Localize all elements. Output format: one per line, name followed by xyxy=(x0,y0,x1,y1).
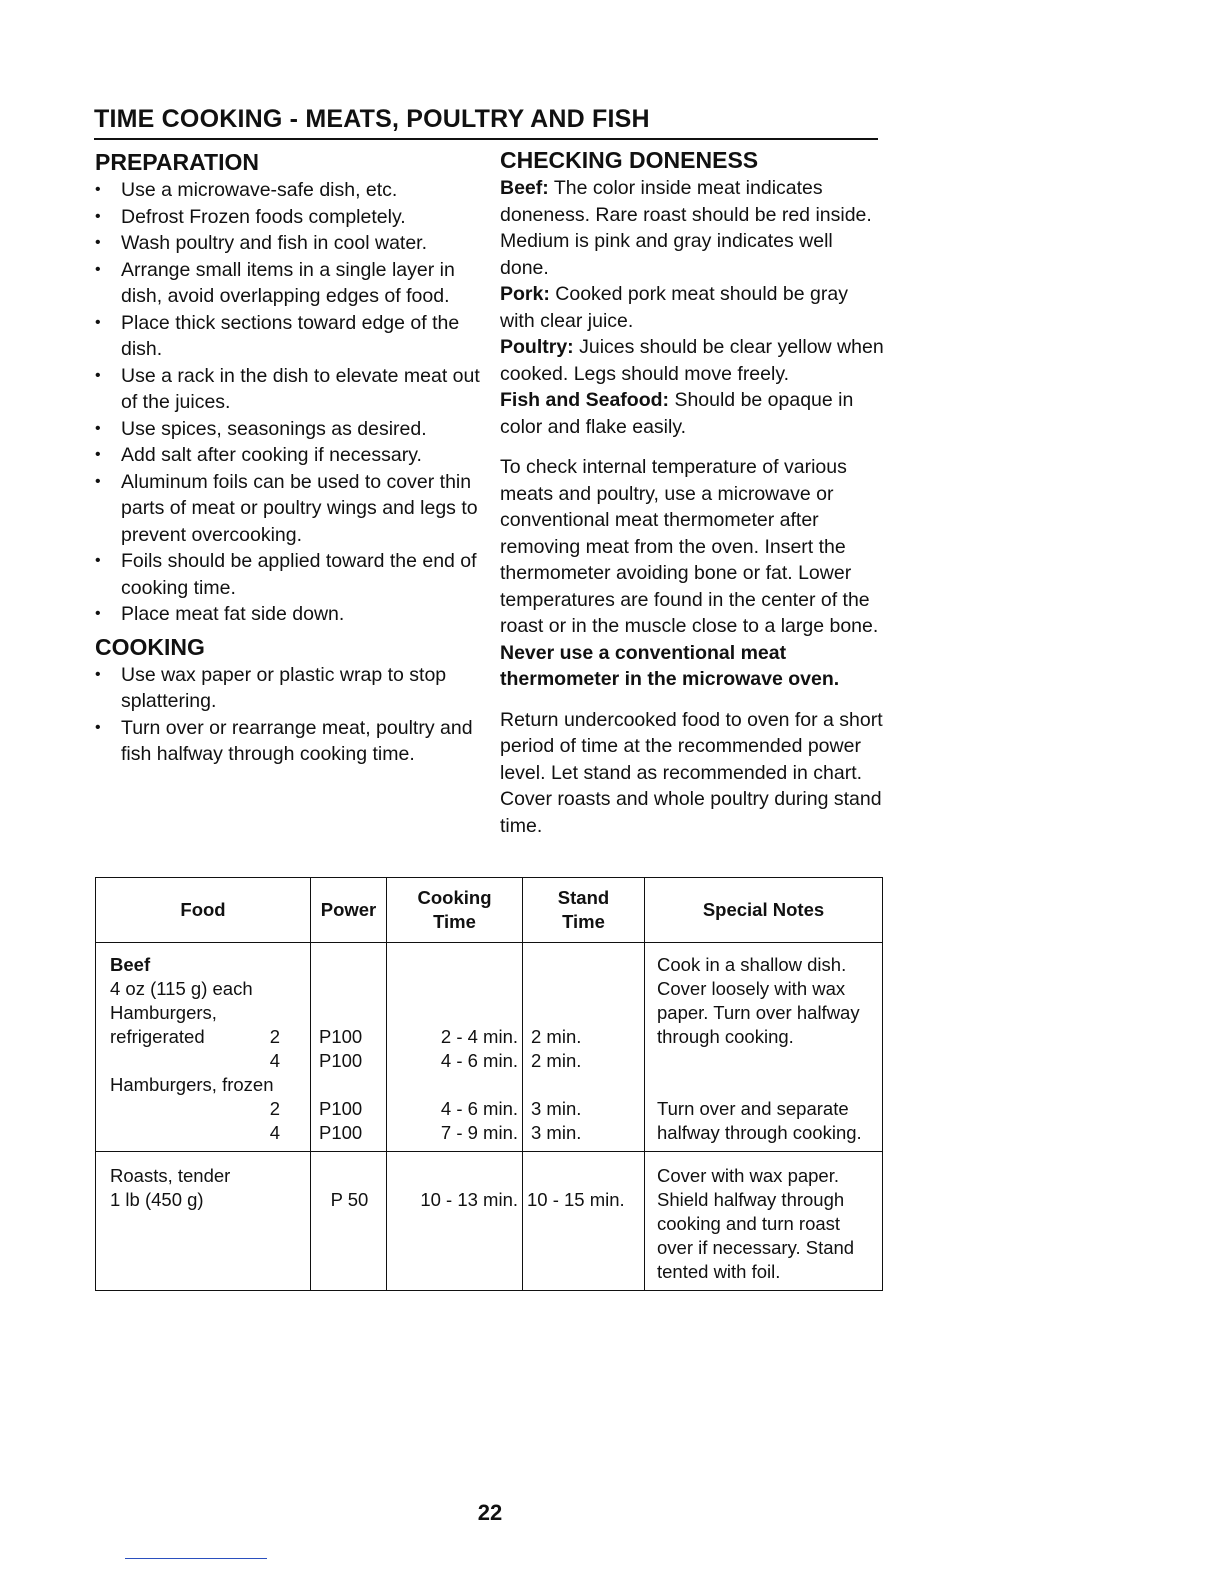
header-food: Food xyxy=(96,878,311,943)
cooking-time-value: 2 - 4 min. xyxy=(440,1026,518,1047)
page-title: TIME COOKING - MEATS, POULTRY AND FISH xyxy=(94,104,878,140)
pork-doneness xyxy=(500,281,885,334)
stand-time-value: 3 min. xyxy=(531,1122,582,1143)
note-line: Turn over and separate xyxy=(657,1098,849,1119)
food-line: Roasts, tender xyxy=(110,1165,231,1186)
poultry-doneness xyxy=(500,334,885,387)
food-line: 2 xyxy=(269,1098,280,1119)
fish-text: Should be opaque in color and flake easily. xyxy=(500,389,854,438)
poultry-label: Poultry: xyxy=(500,336,574,358)
right-column xyxy=(500,145,885,839)
list-item: • Aluminum foils can be used to cover thin parts of meat or poultry wings and legs to prevent overcooking. xyxy=(95,469,480,549)
list-item: • Turn over or rearrange meat, poultry and fish halfway through cooking time. xyxy=(95,715,480,768)
food-line: Hamburgers, frozen xyxy=(110,1074,274,1095)
note-line: Cover loosely with wax xyxy=(657,978,846,999)
preparation-list xyxy=(95,177,480,628)
list-item: • Place meat fat side down. xyxy=(95,601,480,628)
poultry-text: Juices should be clear yellow when cooked. Legs should move freely. xyxy=(500,336,884,385)
list-item: • Wash poultry and fish in cool water. xyxy=(95,230,480,257)
cooking-chart-table xyxy=(95,877,883,1291)
fish-label: Fish and Seafood: xyxy=(500,389,670,411)
food-line: Hamburgers, xyxy=(110,1002,217,1023)
thermometer-warning: Never use a conventional meat thermometer in the microwave oven. xyxy=(500,641,840,690)
food-line: 4 oz (115 g) each xyxy=(110,978,253,999)
pork-label: Pork: xyxy=(500,283,550,305)
note-line: Shield halfway through xyxy=(657,1189,845,1210)
roast-power-cell xyxy=(311,1152,387,1291)
table-header-row xyxy=(96,878,883,943)
list-item: • Defrost Frozen foods completely. xyxy=(95,204,480,231)
power-value: P 50 xyxy=(330,1189,369,1210)
note-line: Cover with wax paper. xyxy=(657,1165,840,1186)
note-line: tented with foil. xyxy=(657,1261,781,1282)
power-value: P100 xyxy=(319,1122,363,1143)
temperature-paragraph xyxy=(500,454,885,693)
temperature-text: To check internal temperature of various meats and poultry, use a microwave or conventional meat thermometer after removing meat from the oven. Insert the thermometer avoiding bone or fat. Lower temperatures are found in the center of the roast or in the muscle close to a large bone. xyxy=(500,456,879,637)
food-line: 4 xyxy=(269,1122,280,1143)
cooking-time-value: 4 - 6 min. xyxy=(440,1050,518,1071)
table-row xyxy=(96,943,883,1152)
beef-food-cell xyxy=(96,943,311,1152)
note-line: through cooking. xyxy=(657,1026,794,1047)
stand-time-value: 2 min. xyxy=(531,1026,582,1047)
cooking-time-value: 10 - 13 min. xyxy=(420,1189,518,1210)
left-column xyxy=(95,147,480,768)
list-item: • Place thick sections toward edge of the dish. xyxy=(95,310,480,363)
beef-power-cell xyxy=(311,943,387,1152)
doneness-heading: CHECKING DONENESS xyxy=(500,147,759,173)
return-paragraph: Return undercooked food to oven for a short period of time at the recommended power level. Let stand as recommended in chart. Cover roasts and whole poultry during stand time. xyxy=(500,708,883,837)
roast-cooking-time-cell xyxy=(387,1152,523,1291)
stand-time-value: 3 min. xyxy=(531,1098,582,1119)
scan-underline-mark xyxy=(125,1558,267,1559)
beef-notes-cell xyxy=(645,943,883,1152)
header-stand-time: Stand Time xyxy=(523,878,645,943)
cooking-list xyxy=(95,662,480,768)
stand-time-value: 10 - 15 min. xyxy=(527,1189,625,1210)
food-line: 1 lb (450 g) xyxy=(110,1189,204,1210)
roast-stand-time-cell xyxy=(523,1152,645,1291)
beef-text: The color inside meat indicates doneness. Rare roast should be red inside. Medium is pink and gray indicates well done. xyxy=(500,177,872,279)
food-line: refrigerated 2 xyxy=(110,1026,280,1047)
preparation-heading: PREPARATION xyxy=(95,149,259,175)
header-special-notes: Special Notes xyxy=(645,878,883,943)
food-line: 4 xyxy=(269,1050,280,1071)
power-value: P100 xyxy=(319,1026,363,1047)
beef-stand-time-cell xyxy=(523,943,645,1152)
list-item: • Use spices, seasonings as desired. xyxy=(95,416,480,443)
note-line: cooking and turn roast xyxy=(657,1213,841,1234)
note-line: over if necessary. Stand xyxy=(657,1237,855,1258)
cooking-time-value: 7 - 9 min. xyxy=(440,1122,518,1143)
table-row xyxy=(96,1152,883,1291)
beef-doneness xyxy=(500,175,885,281)
beef-label: Beef: xyxy=(500,177,549,199)
header-power: Power xyxy=(311,878,387,943)
header-cooking-time: Cooking Time xyxy=(387,878,523,943)
note-line: Cook in a shallow dish. xyxy=(657,954,847,975)
note-line: halfway through cooking. xyxy=(657,1122,862,1143)
fish-doneness xyxy=(500,387,885,440)
pork-text: Cooked pork meat should be gray with clear juice. xyxy=(500,283,848,332)
list-item: • Arrange small items in a single layer in dish, avoid overlapping edges of food. xyxy=(95,257,480,310)
power-value: P100 xyxy=(319,1050,363,1071)
power-value: P100 xyxy=(319,1098,363,1119)
cooking-heading: COOKING xyxy=(95,633,205,660)
roast-food-cell xyxy=(96,1152,311,1291)
list-item: • Add salt after cooking if necessary. xyxy=(95,442,480,469)
beef-label-cell: Beef xyxy=(110,954,151,975)
page-number: 22 xyxy=(477,1500,503,1525)
stand-time-value: 2 min. xyxy=(531,1050,582,1071)
list-item: • Use a rack in the dish to elevate meat out of the juices. xyxy=(95,363,480,416)
list-item: • Use wax paper or plastic wrap to stop splattering. xyxy=(95,662,480,715)
list-item: • Foils should be applied toward the end of cooking time. xyxy=(95,548,480,601)
beef-cooking-time-cell xyxy=(387,943,523,1152)
note-line: paper. Turn over halfway xyxy=(657,1002,860,1023)
list-item: • Use a microwave-safe dish, etc. xyxy=(95,177,480,204)
roast-notes-cell xyxy=(645,1152,883,1291)
cooking-time-value: 4 - 6 min. xyxy=(440,1098,518,1119)
